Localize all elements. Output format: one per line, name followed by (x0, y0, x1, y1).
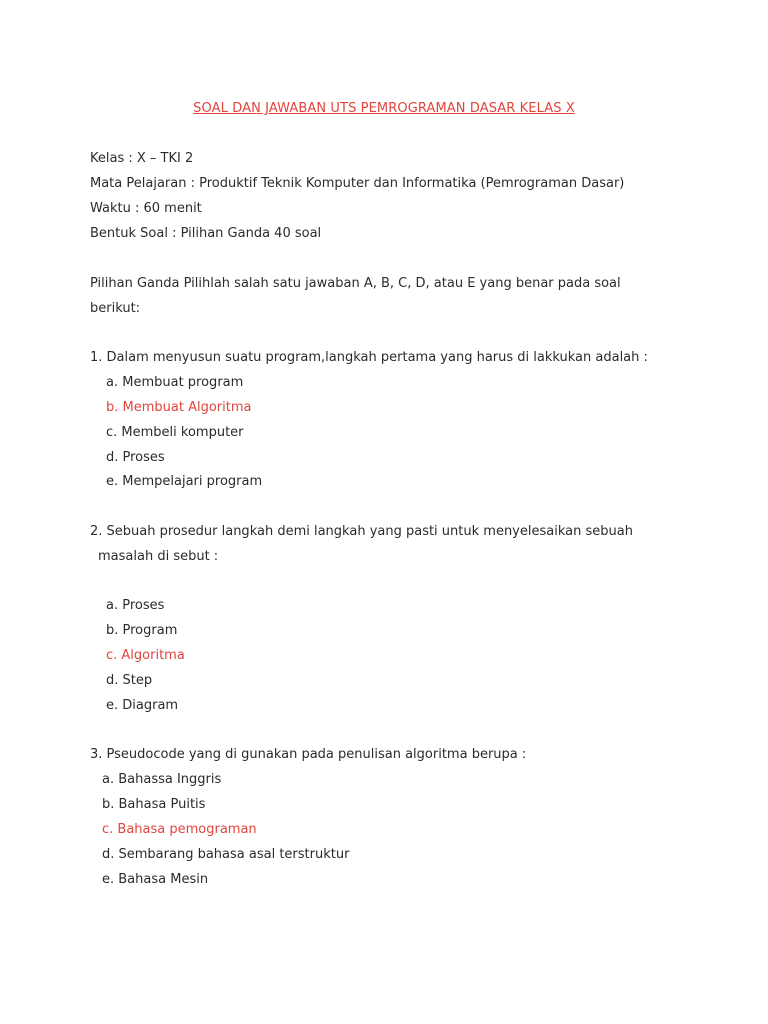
info-kelas: Kelas : X – TKI 2 (90, 151, 194, 166)
question-1-text: 1. Dalam menyusun suatu program,langkah pertama yang harus di lakkukan adalah : (90, 350, 648, 365)
instruction-line-1: Pilihan Ganda Pilihlah salah satu jawaban A, B, C, D, atau E yang benar pada soal (90, 276, 621, 291)
question-1-option-b-answer: b. Membuat Algoritma (106, 400, 252, 415)
question-3-option-b: b. Bahasa Puitis (102, 797, 206, 812)
question-3-option-c-answer: c. Bahasa pemograman (102, 822, 257, 837)
question-3-option-e: e. Bahasa Mesin (102, 872, 209, 887)
question-1-option-d: d. Proses (106, 450, 165, 465)
info-bentuk-soal: Bentuk Soal : Pilihan Ganda 40 soal (90, 226, 322, 241)
question-2-option-c-answer: c. Algoritma (106, 648, 185, 663)
question-2-option-e: e. Diagram (106, 698, 179, 713)
question-1-option-a: a. Membuat program (106, 375, 244, 390)
question-1-option-e: e. Mempelajari program (106, 474, 263, 489)
instruction-line-2: berikut: (90, 301, 141, 316)
question-3-option-d: d. Sembarang bahasa asal terstruktur (102, 847, 350, 862)
question-2-text-line-2: masalah di sebut : (98, 549, 219, 564)
question-2-text-line-1: 2. Sebuah prosedur langkah demi langkah yang pasti untuk menyelesaikan sebuah (90, 524, 633, 539)
document-title: SOAL DAN JAWABAN UTS PEMROGRAMAN DASAR KELAS X (193, 101, 575, 116)
question-2-option-d: d. Step (106, 673, 153, 688)
question-3-text: 3. Pseudocode yang di gunakan pada penulisan algoritma berupa : (90, 747, 527, 762)
info-waktu: Waktu : 60 menit (90, 201, 202, 216)
question-1-option-c: c. Membeli komputer (106, 425, 244, 440)
question-2-option-b: b. Program (106, 623, 178, 638)
question-3-option-a: a. Bahassa Inggris (102, 772, 222, 787)
question-2-option-a: a. Proses (106, 598, 165, 613)
info-mata-pelajaran: Mata Pelajaran : Produktif Teknik Komputer dan Informatika (Pemrograman Dasar) (90, 176, 625, 191)
